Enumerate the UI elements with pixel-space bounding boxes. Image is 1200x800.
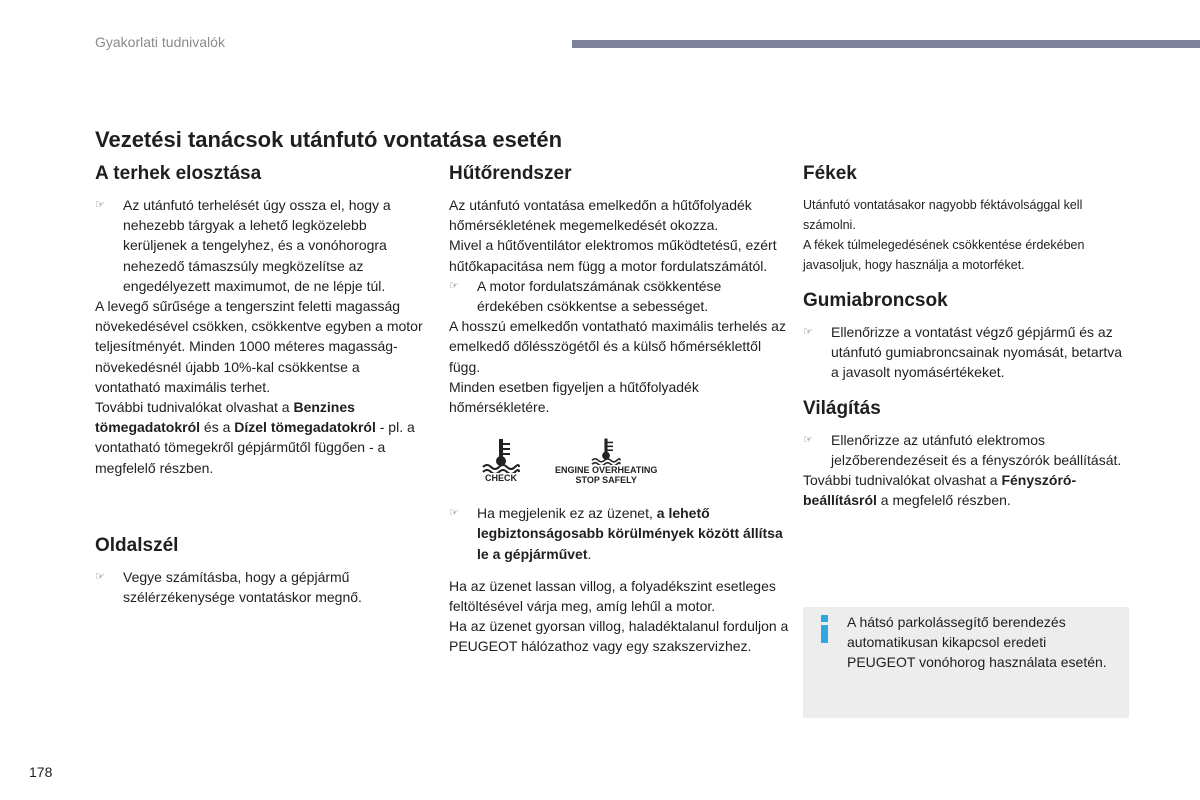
bullet-marker-icon: ☞ bbox=[449, 507, 459, 520]
column-left bbox=[95, 162, 425, 607]
bullet-oldalszel: ☞ Vegye számításba, hogy a gépjármű szélérzékenysége vontatáskor megnő. bbox=[95, 568, 362, 606]
heading-fekek: Fékek bbox=[803, 163, 857, 184]
running-header: Gyakorlati tudnivalók bbox=[95, 34, 225, 50]
paragraph-cooling-3: A hosszú emelkedőn vontatható maximális terhelés az emelkedő dőlésszögétől és a külső hőmérséklettől függ. bbox=[449, 318, 786, 375]
info-text: A hátsó parkolássegítő berendezés automatikusan kikapcsol eredeti PEUGEOT vonóhorog használata esetén. bbox=[847, 614, 1107, 671]
heading-hutorendszer: Hűtőrendszer bbox=[449, 163, 572, 184]
icon-caption-stop-safely: STOP SAFELY bbox=[575, 475, 637, 486]
header-bar bbox=[572, 40, 1200, 48]
paragraph-air-density: A levegő sűrűsége a tengerszint feletti magasság növekedésével csökken, csökkentve egyben a motor teljesítményét. Minden 1000 méteres magasság-növekedésnél újabb 10%-kal csökkentse a vontatható maximális terhet. bbox=[95, 298, 423, 395]
heading-vilagitas: Világítás bbox=[803, 397, 881, 419]
heading-oldalszel: Oldalszél bbox=[95, 534, 179, 556]
coolant-temperature-icon bbox=[589, 437, 623, 465]
bullet-terhek: ☞ Az utánfutó terhelését úgy ossza el, hogy a nehezebb tárgyak a lehető legközelebb kerüljenek a tengelyhez, és a vonóhorogra nehezedő támaszsúly megközelítse az engedélyezett maximumot, de ne lépje túl. bbox=[95, 197, 391, 294]
paragraph-cooling-1: Az utánfutó vontatása emelkedőn a hűtőfolyadék hőmérsékletének megemelkedését okozza. bbox=[449, 197, 752, 234]
bullet-reduce-speed: ☞ A motor fordulatszámának csökkentése érdekében csökkentse a sebességet. bbox=[449, 277, 722, 315]
bullet-marker-icon: ☞ bbox=[803, 326, 813, 338]
heading-gumiabroncsok: Gumiabroncsok bbox=[803, 290, 948, 311]
bullet-lighting: ☞ Ellenőrizze az utánfutó elektromos jelzőberendezéseit és a fényszórók beállítását. bbox=[803, 431, 1122, 468]
coolant-check-warning bbox=[481, 437, 521, 483]
info-icon bbox=[819, 615, 831, 643]
paragraph-slow-blink: Ha az üzenet lassan villog, a folyadékszint esetleges feltöltésével várja meg, amíg lehűl a motor. bbox=[449, 577, 776, 615]
bullet-marker-icon: ☞ bbox=[95, 570, 105, 583]
bullet-stop-safely: ☞ Ha megjelenik ez az üzenet, a lehető legbiztonságosabb körülmények között állítsa le a gépjárművet. bbox=[449, 505, 783, 562]
icon-caption-overheating: ENGINE OVERHEATING bbox=[555, 465, 658, 476]
engine-overheating-warning bbox=[555, 437, 657, 485]
bullet-marker-icon: ☞ bbox=[449, 279, 459, 292]
bullet-tyres: ☞ Ellenőrizze a vontatást végző gépjármű és az utánfutó gumiabroncsainak nyomását, betartva a javasolt nyomásértékeket. bbox=[803, 324, 1123, 381]
paragraph-fast-blink: Ha az üzenet gyorsan villog, haladéktalanul forduljon a PEUGEOT hálózathoz vagy egy szakszervizhez. bbox=[449, 618, 789, 655]
info-box bbox=[803, 607, 1129, 718]
bullet-marker-icon: ☞ bbox=[803, 433, 813, 446]
paragraph-brakes-2: A fékek túlmelegedésének csökkentése érdekében javasoljuk, hogy használja a motorféket. bbox=[803, 238, 1085, 272]
page-number: 178 bbox=[29, 764, 53, 780]
icon-caption-check: CHECK bbox=[484, 473, 517, 484]
heading-terhek: A terhek elosztása bbox=[95, 163, 262, 184]
paragraph-headlamp-ref: További tudnivalókat olvashat a Fényszóró-beállításról a megfelelő részben. bbox=[803, 472, 1077, 509]
bullet-marker-icon: ☞ bbox=[95, 199, 105, 211]
coolant-temperature-icon bbox=[481, 437, 521, 473]
column-right bbox=[803, 162, 1133, 510]
page-title: Vezetési tanácsok utánfutó vontatása esetén bbox=[95, 127, 563, 152]
paragraph-brakes-1: Utánfutó vontatásakor nagyobb féktávolsággal kell számolni. bbox=[803, 198, 1083, 232]
column-middle bbox=[449, 162, 789, 657]
warning-icons bbox=[481, 437, 789, 485]
paragraph-cooling-2: Mivel a hűtőventilátor elektromos működtetésű, ezért hűtőkapacitása nem függ a motor fordulatszámától. bbox=[449, 237, 777, 274]
paragraph-mass-data-ref: További tudnivalókat olvashat a Benzines tömegadatokról és a Dízel tömegadatokról - pl. a vontatható tömegekről gépjárműtől függően - a megfelelő részben. bbox=[95, 399, 415, 476]
paragraph-cooling-4: Minden esetben figyeljen a hűtőfolyadék hőmérsékletére. bbox=[449, 378, 699, 416]
